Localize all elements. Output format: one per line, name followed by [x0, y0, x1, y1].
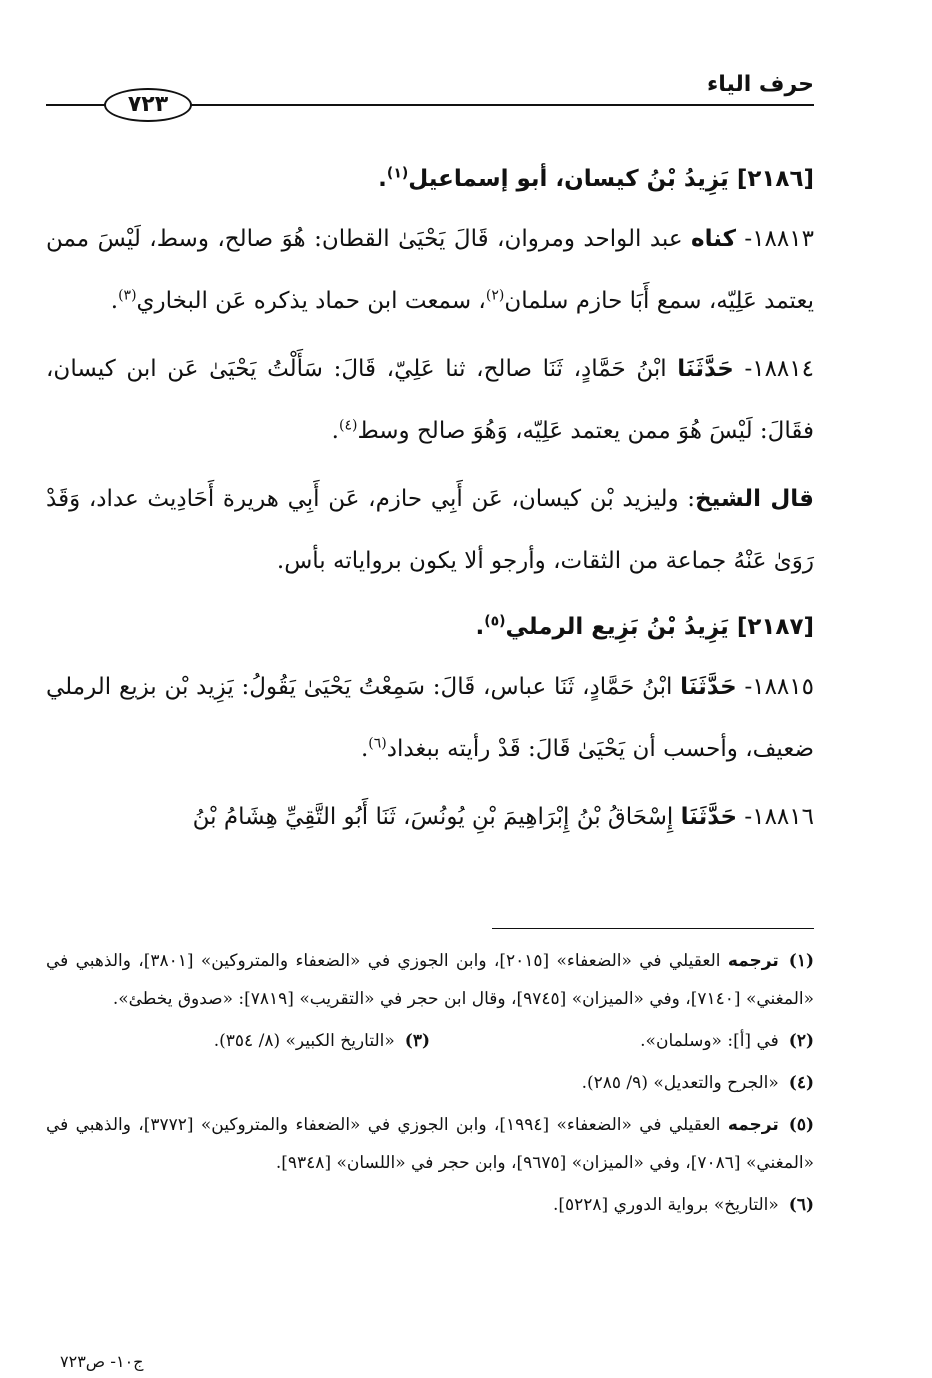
footnote-5: [46, 1106, 814, 1182]
footnote-text: في [أ]: «وسلمان».: [640, 1031, 779, 1051]
paragraph-shaykh: [46, 468, 814, 592]
footnote-2: [490, 1022, 814, 1060]
entry-name: يَزِيدُ بْنُ كيسان، أبو إسماعيل: [408, 166, 729, 192]
paragraph-18816: [46, 786, 814, 848]
footnote-ref: (٤): [338, 417, 358, 434]
footnote-6: [46, 1186, 814, 1224]
footnote-mark: (١): [788, 951, 814, 971]
footnote-ref: (٣): [118, 287, 137, 304]
bold-lead: كناه: [691, 226, 736, 252]
hadith-number: ١٨٨١٤-: [733, 356, 814, 382]
footnote-row: [46, 1022, 814, 1064]
footnote-rule: [492, 928, 814, 929]
footnote-text: «التاريخ» برواية الدوري [٥٢٢٨].: [552, 1195, 779, 1215]
main-content: [46, 150, 814, 854]
entry-name: يَزِيدُ بْنُ بَزِيع الرملي: [505, 614, 729, 640]
bold-lead: حَدَّثَنَا: [680, 804, 738, 830]
footnote-text: العقيلي في «الضعفاء» [١٩٩٤]، وابن الجوزي في «الضعفاء والمتروكين» [٣٧٧٢]، والذهبي في «المغني» [٧٠٨٦]، وفي «الميزان» [٩٦٧٥]، وابن حجر في «اللسان» [٩٣٤٨].: [46, 1115, 814, 1173]
paragraph-end: .: [360, 736, 369, 762]
footnote-1: [46, 942, 814, 1018]
entry-number: [٢١٨٦]: [736, 166, 814, 192]
entry-heading-2186: [46, 150, 814, 208]
footnotes: [46, 942, 814, 1228]
footnote-mark: (٤): [788, 1073, 814, 1093]
footnote-4: [46, 1064, 814, 1102]
paragraph-text: ، سمعت ابن حماد يذكره عَن البخاري: [136, 288, 486, 314]
hadith-number: ١٨٨١٣-: [735, 226, 814, 252]
footnote-ref: (٢): [485, 287, 505, 304]
hadith-number: ١٨٨١٦-: [737, 804, 814, 830]
footnote-text: العقيلي في «الضعفاء» [٢٠١٥]، وابن الجوزي في «الضعفاء والمتروكين» [٣٨٠١]، والذهبي في «المغني» [٧١٤٠]، وفي «الميزان» [٩٧٤٥]، وقال ابن حجر في «التقريب» [٧٨١٩]: «صدوق يخطئ».: [46, 951, 814, 1009]
footnote-ref: (٦): [368, 735, 387, 752]
footnote-text: «التاريخ الكبير» (٨/ ٣٥٤).: [213, 1031, 395, 1051]
paragraph-18815: [46, 656, 814, 780]
hadith-number: ١٨٨١٥-: [736, 674, 814, 700]
paragraph-18813: [46, 208, 814, 332]
footnote-text: «الجرح والتعديل» (٩/ ٢٨٥).: [581, 1073, 779, 1093]
footnote-3: [106, 1022, 430, 1060]
footnote-bold: ترجمه: [727, 951, 779, 971]
footnote-ref: (٥): [484, 613, 506, 630]
chapter-title: حرف الياء: [706, 72, 814, 97]
entry-end: .: [378, 166, 387, 192]
footnote-mark: (٥): [788, 1115, 814, 1135]
entry-end: .: [475, 614, 485, 640]
bold-lead: حَدَّثَنَا: [680, 674, 737, 700]
paragraph-text: ابْنُ حَمَّادٍ، ثَنَا عباس، قَالَ: سَمِعْتُ يَحْيَىٰ يَقُولُ: يَزِيد بْن بزيع الرملي ضعيف، وأحسب أن يَحْيَىٰ قَالَ: قَدْ رأيته ببغداد: [46, 674, 814, 762]
page-reference: ج١٠- ص٧٢٣: [60, 1352, 144, 1371]
paragraph-text: ابْنُ حَمَّادٍ، ثَنَا صالح، ثنا عَلِيّ، قَالَ: سَأَلْتُ يَحْيَىٰ عَن ابن كيسان، فقَالَ: لَيْسَ هُوَ ممن يعتمد عَلِيّه، وَهُوَ صالح وسط: [46, 356, 814, 444]
footnote-mark: (٣): [404, 1031, 430, 1051]
footnote-mark: (٦): [788, 1195, 814, 1215]
paragraph-end: .: [110, 288, 119, 314]
entry-heading-2187: [46, 598, 814, 656]
page-number: ٧٢٣: [104, 88, 192, 122]
paragraph-text: : وليزيد بْن كيسان، عَن أَبِي حازم، عَن أَبِي هريرة أَحَادِيث عداد، وَقَدْ رَوَىٰ عَنْهُ جماعة من الثقات، وأرجو ألا يكون برواياته بأس.: [46, 486, 814, 574]
paragraph-18814: [46, 338, 814, 462]
footnote-ref: (١): [386, 165, 409, 182]
paragraph-text: عبد الواحد ومروان، قَالَ يَحْيَىٰ القطان: هُوَ صالح، وسط، لَيْسَ ممن يعتمد عَلِيّه، سمع أَبَا حازم سلمان: [46, 226, 814, 314]
paragraph-end: .: [331, 418, 339, 444]
entry-number: [٢١٨٧]: [736, 614, 814, 640]
bold-lead: قال الشيخ: [695, 486, 814, 512]
footnote-bold: ترجمه: [727, 1115, 779, 1135]
paragraph-text: إِسْحَاقُ بْنُ إِبْرَاهِيمَ بْنِ يُونُسَ، ثَنَا أَبُو التَّقِيِّ هِشَامُ بْنُ: [192, 804, 681, 830]
bold-lead: حَدَّثَنَا: [677, 356, 734, 382]
footnote-mark: (٢): [788, 1031, 814, 1051]
